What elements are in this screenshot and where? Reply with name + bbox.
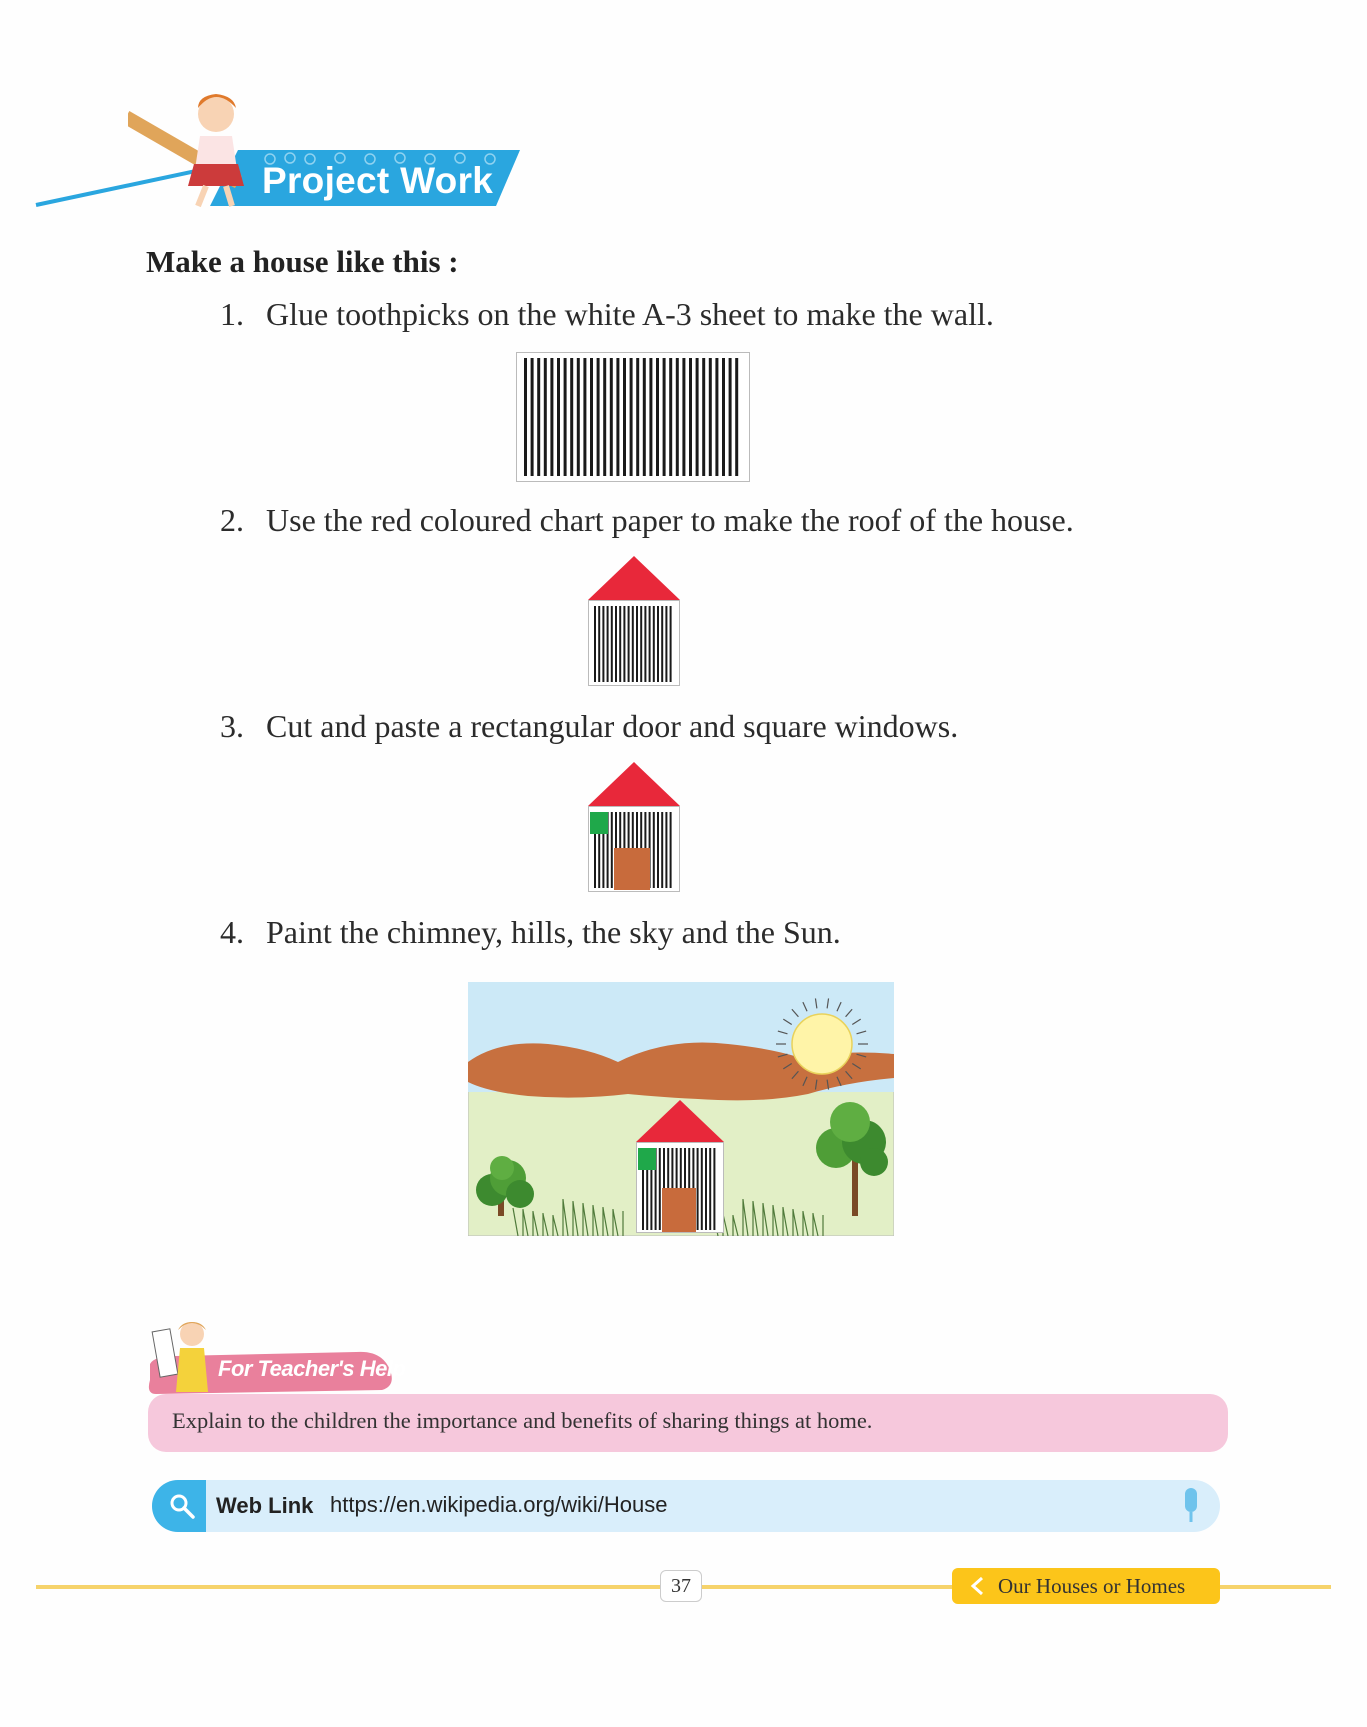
search-icon: [168, 1492, 196, 1520]
roof: [588, 556, 680, 600]
house-with-door-window-figure: [588, 760, 680, 892]
web-link-label: Web Link: [216, 1493, 314, 1518]
step-text: Cut and paste a rectangular door and square windows.: [266, 708, 959, 744]
step-1: [220, 296, 994, 333]
girl-with-ruler-illustration: [128, 86, 268, 210]
intro-heading: Make a house like this :: [146, 244, 459, 279]
roof: [588, 762, 680, 806]
step-number: 1.: [220, 296, 244, 332]
step-4: [220, 914, 841, 951]
door: [614, 848, 650, 890]
house-with-roof-figure: [588, 554, 680, 686]
landscape-scene-figure: [468, 982, 894, 1236]
step-number: 3.: [220, 708, 244, 744]
chevron-left-icon: [970, 1576, 984, 1596]
step-text: Glue toothpicks on the white A-3 sheet to make the wall.: [266, 296, 994, 332]
teacher-help-label: For Teacher's Help: [218, 1356, 406, 1381]
step-number: 4.: [220, 914, 244, 950]
step-text: Use the red coloured chart paper to make the roof of the house.: [266, 502, 1074, 538]
step-number: 2.: [220, 502, 244, 538]
web-link-url[interactable]: https://en.wikipedia.org/wiki/House: [330, 1492, 668, 1517]
step-3: [220, 708, 958, 745]
step-2: [220, 502, 1074, 539]
chapter-tab: [952, 1568, 1220, 1604]
page-title: Project Work: [262, 160, 494, 201]
page-number: 37: [660, 1570, 702, 1602]
window: [590, 812, 608, 834]
chapter-title: Our Houses or Homes: [998, 1574, 1186, 1598]
teacher-help-text: Explain to the children the importance and benefits of sharing things at home.: [172, 1408, 873, 1433]
toothpick-wall-figure: [516, 352, 750, 482]
step-text: Paint the chimney, hills, the sky and the Sun.: [266, 914, 841, 950]
microphone-icon: [1180, 1488, 1202, 1524]
